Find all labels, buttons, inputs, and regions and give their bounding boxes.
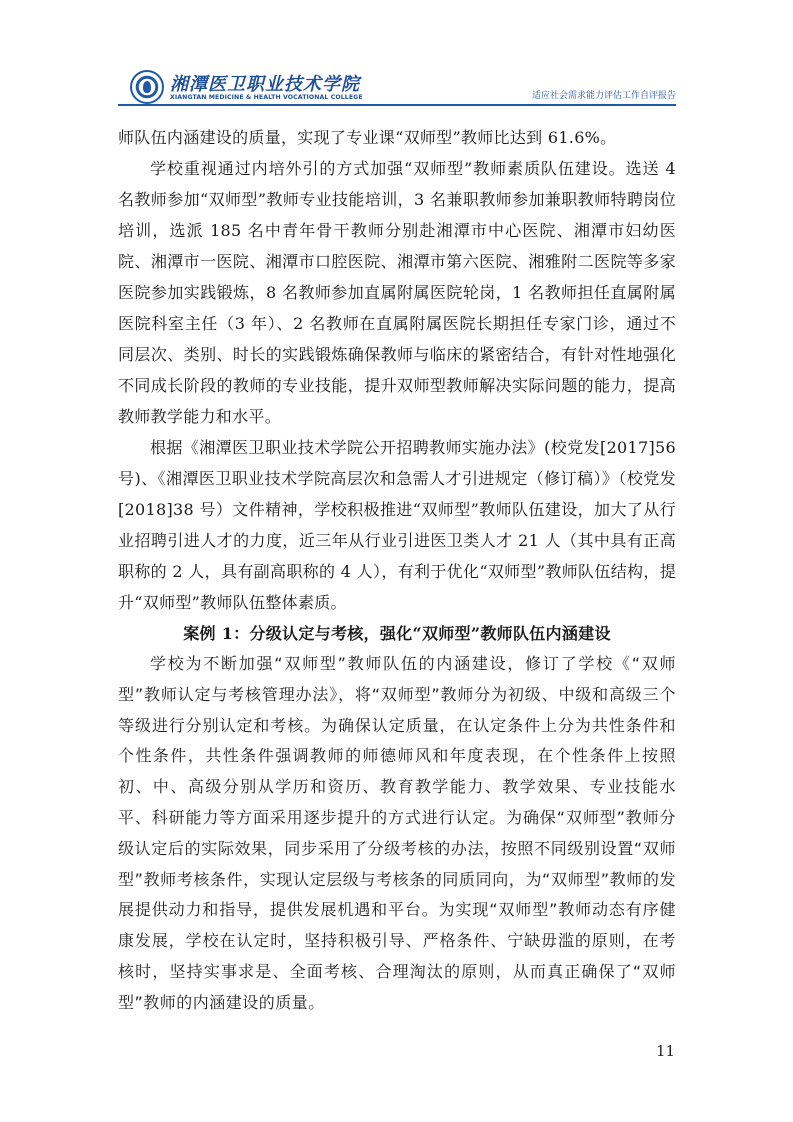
page-header (0, 0, 793, 112)
paragraph-continuation: 师队伍内涵建设的质量，实现了专业课“双师型”教师比达到 61.6%。 (118, 128, 617, 147)
school-emblem-icon (130, 70, 164, 104)
school-name-en: XIANGTAN MEDICINE & HEALTH VOCATIONAL COLLEGE (170, 94, 363, 101)
case-body: 学校为不断加强“双师型”教师队伍的内涵建设，修订了学校《“双师型”教师认定与考核管理办法》，将“双师型”教师分为初级、中级和高级三个等级进行分别认定和考核。为确保认定质量，在认定条件上分为共性条件和个性条件，共性条件强调教师的师德师风和年度表现，在个性条件上按照初、中、高级分别从学历和资历、教育教学能力、教学效果、专业技能水平、科研能力等方面采用逐步提升的方式进行认定。为确保“双师型”教师分级认定后的实际效果，同步采用了分级考核的办法，按照不同级别设置“双师型”教师考核条件，实现认定层级与考核条的同质同向，为“双师型”教师的发展提供动力和指导，提供发展机遇和平台。为实现“双师型”教师动态有序健康发展，学校在认定时，坚持积极引导、严格条件、宁缺毋滥的原则，在考核时，坚持实事求是、全面考核、合理淘汰的原则，从而真正确保了“双师型”教师的内涵建设的质量。 (118, 654, 676, 1012)
case-title: 案例 1：分级认定与考核，强化“双师型”教师队伍内涵建设 (183, 624, 611, 643)
emblem-center (143, 81, 151, 93)
header-divider (118, 104, 676, 106)
page-body (118, 122, 676, 1019)
page-number: 11 (656, 1042, 676, 1060)
paragraph-training: 学校重视通过内培外引的方式加强“双师型”教师素质队伍建设。选送 4 名教师参加“双师型”教师专业技能培训，3 名兼职教师参加兼职教师特聘岗位培训，选派 185 名中青年骨干教师分别赴湘潭市中心医院、湘潭市妇幼医院、湘潭市一医院、湘潭市口腔医院、湘潭市第六医院、湘雅附二医院等多家医院参加实践锻炼，8 名教师参加直属附属医院轮岗，1 名教师担任直属附属医院科室主任（3 年）、2 名教师在直属附属医院长期担任专家门诊，通过不同层次、类别、时长的实践锻炼确保教师与临床的紧密结合，有针对性地强化不同成长阶段的教师的专业技能，提升双师型教师解决实际问题的能力，提高教师教学能力和水平。 (118, 159, 676, 426)
paragraph-recruitment: 根据《湘潭医卫职业技术学院公开招聘教师实施办法》(校党发[2017]56 号)、《湘潭医卫职业技术学院高层次和急需人才引进规定（修订稿）》（校党发[2018]38 号）文件精神，学校积极推进“双师型”教师队伍建设，加大了从行业招聘引进人才的力度，近三年从行业引进医卫类人才 21 人（其中具有正高职称的 2 人，具有副高职称的 4 人），有利于优化“双师型”教师队伍结构，提升“双师型”教师队伍整体素质。 (118, 438, 676, 612)
report-title: 适应社会需求能力评估工作自评报告 (531, 91, 676, 101)
school-name-cn: 湘潭医卫职业技术学院 (170, 74, 360, 95)
